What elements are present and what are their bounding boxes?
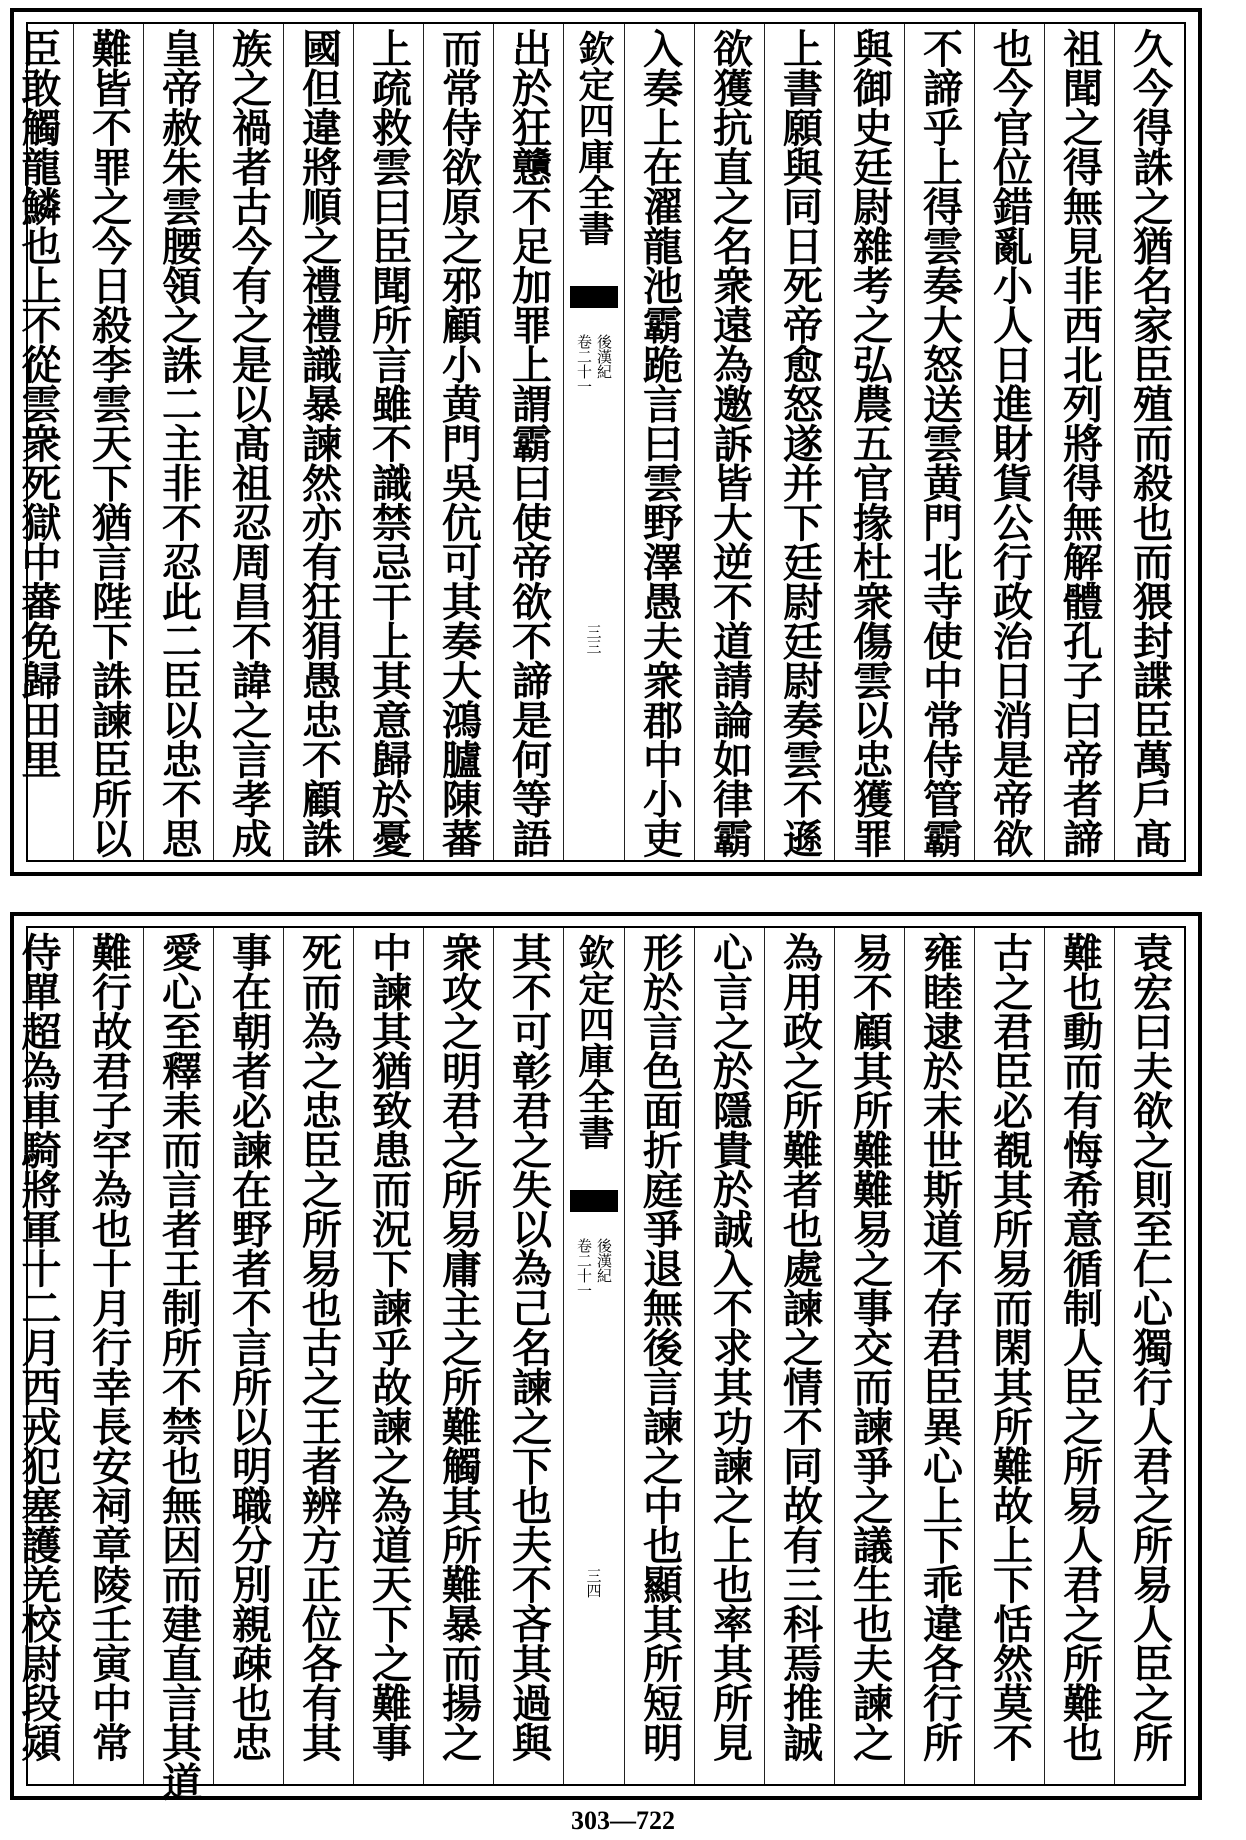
top-page-frame (15, 22, 1186, 862)
section-name: 後漢紀 (595, 334, 613, 379)
text-column: 難行故君子罕為也十月行幸長安祠章陵壬寅中常 (73, 928, 143, 1784)
text-column: 而常侍欲原之邪顧小黄門吳伉可其奏大鴻臚陳蕃 (423, 24, 493, 860)
text-column: 其不可彰君之失以為己名諫之下也夫不吝其過與 (493, 928, 563, 1784)
text-column: 形於言色面折庭爭退無後言諫之中也顯其所短明 (624, 928, 694, 1784)
fish-tail-mark (570, 286, 618, 308)
text-column: 難皆不罪之今日殺李雲天下猶言陛下誅諫臣所以 (73, 24, 143, 860)
text-column: 出於狂戇不足加罪上謂霸曰使帝欲不諦是何等語 (493, 24, 563, 860)
text-column: 雍睦逮於末世斯道不存君臣異心上下乖違各行所 (904, 928, 974, 1784)
text-column: 皇帝赦朱雲腰領之誅二主非不忍此二臣以忠不思 (143, 24, 213, 860)
book-title: 欽定四庫全書 (573, 30, 615, 246)
section-name: 後漢紀 (595, 1238, 613, 1283)
text-column: 中諫其猶致患而況下諫乎故諫之為道天下之難事 (353, 928, 423, 1784)
text-column: 不諦乎上得雲奏大怒送雲黄門北寺使中常侍管霸 (904, 24, 974, 860)
text-column: 入奏上在濯龍池霸跪言曰雲野澤愚夫衆郡中小吏 (624, 24, 694, 860)
fish-tail-mark (570, 1190, 618, 1212)
volume-label (575, 1238, 613, 1298)
page-number: 三三 (584, 624, 603, 654)
book-title: 欽定四庫全書 (573, 934, 615, 1150)
text-column: 上疏救雲曰臣聞所言雖不識禁忌干上其意歸於憂 (353, 24, 423, 860)
text-column: 愛心至釋耒而言者王制所不禁也無因而建直言其道 (143, 928, 213, 1784)
volume-name: 卷二十一 (575, 334, 593, 394)
text-column: 祖聞之得無見非西北列將得無解體孔子曰帝者諦 (1044, 24, 1114, 860)
page-code: 303—722 (571, 1806, 675, 1835)
bottom-page-columns (15, 928, 1184, 1801)
text-column: 侍單超為車騎將軍十二月西戎犯塞護羌校尉段熲 (15, 932, 62, 1762)
text-column: 與御史廷尉雜考之弘農五官掾杜衆傷雲以忠獲罪 (834, 24, 904, 860)
top-page (10, 8, 1202, 876)
bottom-page (10, 912, 1202, 1800)
text-column: 國但違將順之禮禮識暴諫然亦有狂狷愚忠不顧誅 (283, 24, 353, 860)
text-column: 難也動而有悔希意循制人臣之所易人君之所難也 (1044, 928, 1114, 1784)
text-column: 也今官位錯亂小人日進財貨公行政治日消是帝欲 (974, 24, 1044, 860)
text-column: 為用政之所難者也處諫之情不同故有三科焉推誠 (764, 928, 834, 1784)
text-column: 族之禍者古今有之是以髙祖忍周昌不諱之言孝成 (213, 24, 283, 860)
text-column: 古之君臣必覩其所易而閑其所難故上下恬然莫不 (974, 928, 1044, 1784)
text-column: 袁宏曰夫欲之則至仁心獨行人君之所易人臣之所 (1114, 928, 1184, 1784)
text-column: 死而為之忠臣之所易也古之王者辨方正位各有其 (283, 928, 353, 1784)
text-column: 事在朝者必諫在野者不言所以明職分別親疎也忠 (213, 928, 283, 1784)
page-number: 三四 (584, 1568, 603, 1598)
text-column: 欲獲抗直之名衆遠為邀訴皆大逆不道請論如律霸 (694, 24, 764, 860)
bottom-page-frame (15, 926, 1186, 1801)
text-column: 臣敢觸龍鱗也上不從雲衆死獄中蕃免歸田里 (15, 28, 62, 779)
center-fold (563, 24, 624, 860)
center-fold (563, 928, 624, 1784)
volume-name: 卷二十一 (575, 1238, 593, 1298)
text-column: 易不顧其所難難易之事交而諫爭之議生也夫諫之 (834, 928, 904, 1784)
text-column: 久今得誅之猶名家臣殖而殺也而猥封諜臣萬戶髙 (1114, 24, 1184, 860)
text-column: 心言之於隱貴於誠入不求其功諫之上也率其所見 (694, 928, 764, 1784)
text-column: 衆攻之明君之所易庸主之所難觸其所難暴而揚之 (423, 928, 493, 1784)
text-column: 上書願與同日死帝愈怒遂并下廷尉廷尉奏雲不遜 (764, 24, 834, 860)
volume-label (575, 334, 613, 394)
top-page-columns (15, 24, 1184, 860)
